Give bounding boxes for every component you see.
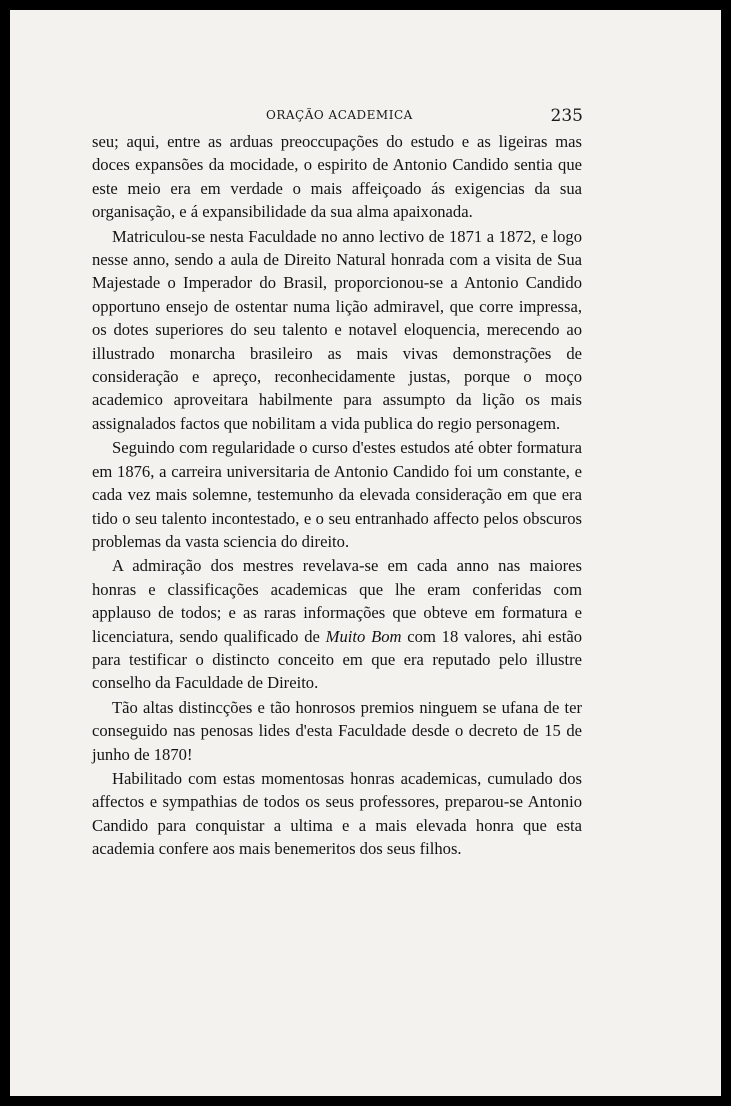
paragraph-6: Habilitado com estas momentosas honras academicas, cumulado dos affectos e sympathias de todos os seus professores, preparou-se Antonio Candido para conquistar a ultima e a mais elevada honra que esta academia confere aos mais benemeritos dos seus filhos. bbox=[92, 768, 582, 859]
page-number: 235 bbox=[550, 106, 583, 126]
page-header bbox=[95, 106, 583, 130]
paragraph-4 bbox=[92, 554, 582, 694]
book-page bbox=[10, 10, 721, 1096]
paragraph-4-text-after: com 18 valores, ahi estão para testificar o distincto conceito em que era reputado pelo illustre conselho da Faculdade de Direito. bbox=[92, 626, 583, 693]
running-title: ORAÇÃO ACADEMICA bbox=[266, 108, 413, 122]
paragraph-1: seu; aqui, entre as arduas preoccupações do estudo e as ligeiras mas doces expansões da mocidade, o espirito de Antonio Candido sentia que este meio era em verdade o mais affeiçoado ás exigencias da sua organisação, e á expansibilidade da sua alma apaixonada. bbox=[92, 132, 582, 222]
paragraph-4-italic: Muito Bom bbox=[325, 626, 402, 646]
paragraph-5: Tão altas distincções e tão honrosos premios ninguem se ufana de ter conseguido nas penosas lides d'esta Faculdade desde o decreto de 15 de junho de 1870! bbox=[92, 697, 582, 764]
paragraph-4-text-before: A admiração dos mestres revelava-se em cada anno nas maiores honras e classificações academicas que lhe eram conferidas com applauso de todos; e as raras informações que obteve em formatura e licenciatura, sendo qualificado de bbox=[92, 556, 582, 646]
body-text bbox=[92, 130, 582, 861]
paragraph-2: Matriculou-se nesta Faculdade no anno lectivo de 1871 a 1872, e logo nesse anno, sendo a aula de Direito Natural honrada com a visita de Sua Majestade o Imperador do Brasil, proporcionou-se a Antonio Candido opportuno ensejo de ostentar numa lição admiravel, que corre impressa, os dotes superiores do seu talento e notavel eloquencia, merecendo ao illustrado monarcha brasileiro as mais vivas demonstrações de consideração e apreço, reconhecidamente justas, porque o moço academico aproveitara habilmente para assumpto da lição os mais assignalados factos que nobilitam a vida publica do regio personagem. bbox=[92, 226, 582, 433]
paragraph-3: Seguindo com regularidade o curso d'estes estudos até obter formatura em 1876, a carreira universitaria de Antonio Candido foi um constante, e cada vez mais solemne, testemunho da elevada consideração em que era tido o seu talento incontestado, e o seu entranhado affecto pelos obscuros problemas da vasta sciencia do direito. bbox=[92, 438, 582, 551]
